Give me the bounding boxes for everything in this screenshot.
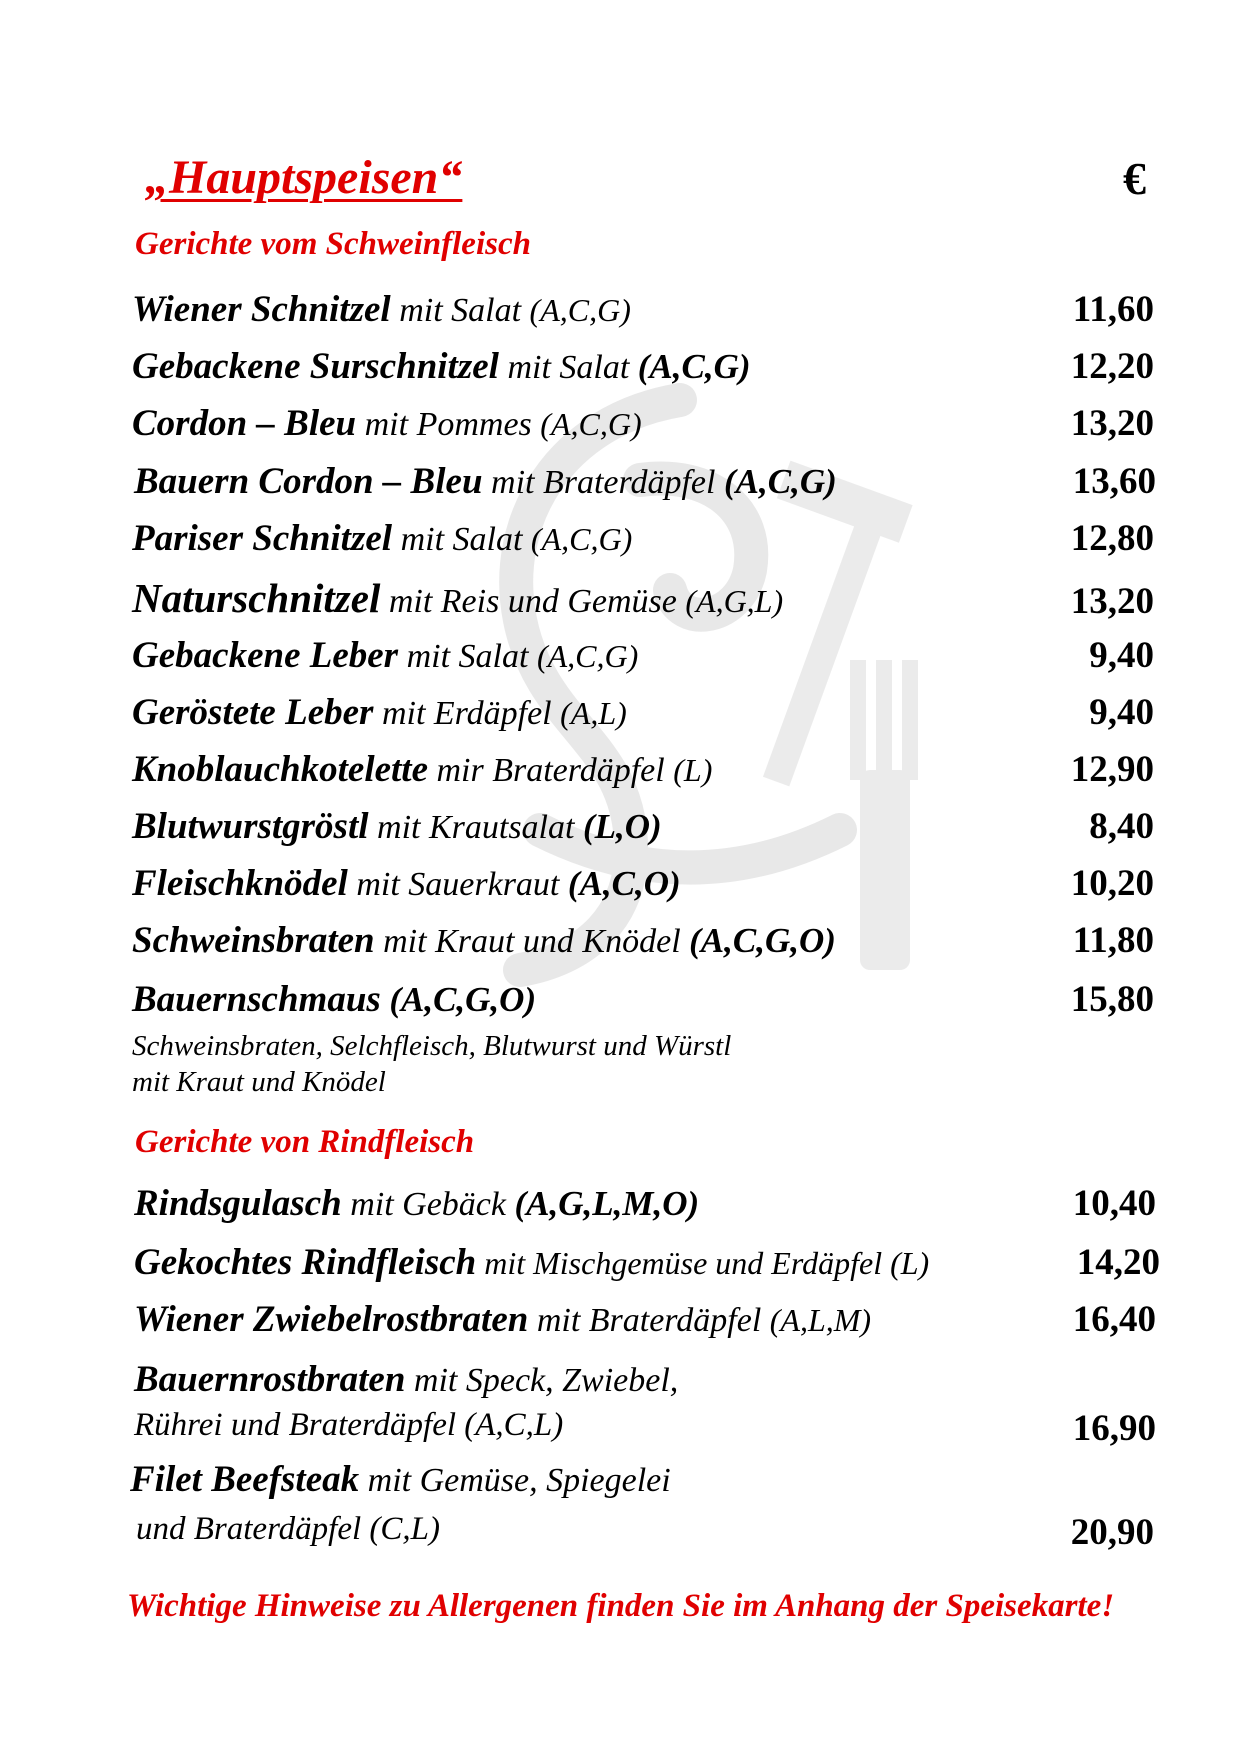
menu-item: Cordon – Bleu mit Pommes (A,C,G) 13,20: [132, 403, 1154, 444]
menu-item: Bauern Cordon – Bleu mit Braterdäpfel (A,C,G) 13,60: [134, 461, 1156, 502]
item-price: 10,20: [1070, 863, 1154, 904]
item-price: 13,20: [1070, 403, 1154, 444]
menu-item: Gebackene Surschnitzel mit Salat (A,C,G) 12,20: [132, 346, 1154, 387]
menu-item: Bauernschmaus (A,C,G,O) 15,80: [132, 979, 1154, 1020]
menu-item: Rindsgulasch mit Gebäck (A,G,L,M,O) 10,40: [134, 1183, 1156, 1224]
item-price: 16,90: [1072, 1408, 1156, 1449]
menu-item: Knoblauchkotelette mir Braterdäpfel (L) 12,90: [132, 749, 1154, 790]
item-price: 15,80: [1070, 979, 1154, 1020]
item-price: 12,80: [1070, 518, 1154, 559]
item-details: Schweinsbraten, Selchfleisch, Blutwurst und Würstl: [132, 1030, 732, 1062]
menu-item: Wiener Schnitzel mit Salat (A,C,G) 11,60: [132, 289, 1154, 330]
item-details: mit Kraut und Knödel: [132, 1066, 386, 1098]
item-price: 16,40: [1072, 1299, 1156, 1340]
allergen-notice: Wichtige Hinweise zu Allergenen finden Sie im Anhang der Speisekarte!: [126, 1588, 1115, 1624]
menu-item: Schweinsbraten mit Kraut und Knödel (A,C,G,O) 11,80: [132, 920, 1154, 961]
menu-item: Blutwurstgröstl mit Krautsalat (L,O) 8,40: [132, 806, 1154, 847]
item-price: 10,40: [1072, 1183, 1156, 1224]
item-price: 9,40: [1089, 635, 1154, 676]
item-price: 11,60: [1072, 289, 1154, 330]
menu-item: Wiener Zwiebelrostbraten mit Braterdäpfel (A,L,M) 16,40: [134, 1299, 1156, 1340]
menu-item: Filet Beefsteak mit Gemüse, Spiegelei: [130, 1459, 671, 1500]
menu-item: Pariser Schnitzel mit Salat (A,C,G) 12,80: [132, 518, 1154, 559]
item-price: 14,20: [1076, 1242, 1160, 1283]
menu-item: Gekochtes Rindfleisch mit Mischgemüse und Erdäpfel (L) 14,20: [134, 1242, 1160, 1283]
item-price: 9,40: [1089, 692, 1154, 733]
item-price: 20,90: [1070, 1512, 1154, 1553]
currency-header: €: [1123, 153, 1146, 204]
item-price: 12,20: [1070, 346, 1154, 387]
section-title-beef: Gerichte von Rindfleisch: [135, 1124, 475, 1160]
item-price: 8,40: [1089, 806, 1154, 847]
menu-item: Naturschnitzel mit Reis und Gemüse (A,G,L) 13,20: [132, 575, 1154, 622]
menu-item: Geröstete Leber mit Erdäpfel (A,L) 9,40: [132, 692, 1154, 733]
menu-item: Gebackene Leber mit Salat (A,C,G) 9,40: [132, 635, 1154, 676]
item-price: 11,80: [1072, 920, 1154, 961]
item-price: 13,20: [1070, 581, 1154, 622]
menu-item: Fleischknödel mit Sauerkraut (A,C,O) 10,20: [132, 863, 1154, 904]
item-price: 12,90: [1070, 749, 1154, 790]
menu-item-line2: und Braterdäpfel (C,L) 20,90: [136, 1511, 1154, 1553]
menu-item-line2: Rührei und Braterdäpfel (A,C,L) 16,90: [134, 1407, 1156, 1449]
menu-item: Bauernrostbraten mit Speck, Zwiebel,: [134, 1359, 679, 1400]
page-title: „Hauptspeisen“: [145, 151, 463, 204]
item-price: 13,60: [1072, 461, 1156, 502]
section-title-pork: Gerichte vom Schweinfleisch: [135, 226, 531, 262]
